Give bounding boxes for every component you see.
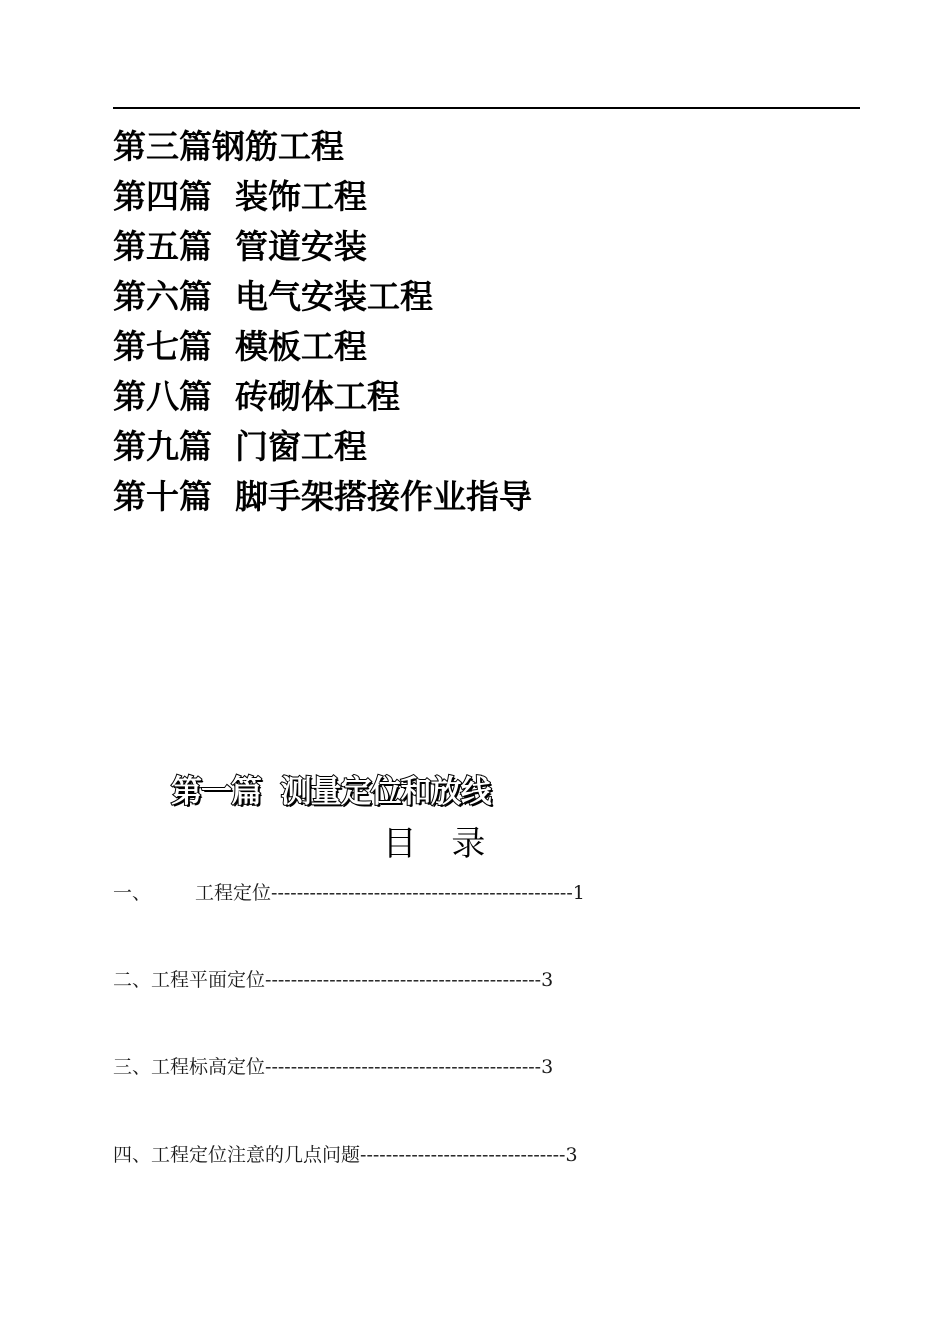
toc-entry-page: 3 — [541, 969, 554, 991]
chapter-item-10: 第十篇 脚手架搭接作业指导 — [113, 477, 532, 516]
chapter-item-7: 第七篇 模板工程 — [113, 327, 367, 366]
toc-entry-title: 工程定位 — [195, 882, 272, 904]
header-rule — [113, 107, 860, 109]
chapter-item-5: 第五篇 管道安装 — [113, 227, 367, 266]
chapter-item-8: 第八篇 砖砌体工程 — [113, 377, 400, 416]
toc-title: 目 录 — [382, 824, 498, 864]
part-heading: 第一篇 测量定位和放线 — [171, 774, 491, 810]
toc-entry-number: 四、 — [113, 1144, 152, 1166]
toc-entry-leader: ------------------------------------------- — [265, 1056, 542, 1078]
toc-entry-page: 3 — [541, 1056, 554, 1078]
toc-entry[interactable] — [113, 1054, 553, 1080]
chapter-item-6: 第六篇 电气安装工程 — [113, 277, 433, 316]
toc-entry-number: 二、 — [113, 969, 152, 991]
toc-entry[interactable] — [113, 967, 553, 993]
toc-entry-title: 工程标高定位 — [151, 1056, 266, 1078]
toc-entry-leader: ------------------------------------------- — [265, 969, 542, 991]
toc-entry-leader: -------------------------------- — [360, 1144, 566, 1166]
toc-entry-page: 3 — [565, 1144, 578, 1166]
toc-entry-number: 一、 — [113, 882, 152, 904]
toc-entry-number: 三、 — [113, 1056, 152, 1078]
toc-entry[interactable] — [113, 880, 585, 906]
chapter-item-3: 第三篇钢筋工程 — [113, 127, 344, 166]
chapter-list — [113, 124, 532, 524]
toc-entry-title: 工程平面定位 — [151, 969, 266, 991]
toc-entry[interactable] — [113, 1142, 578, 1168]
chapter-item-4: 第四篇 装饰工程 — [113, 177, 367, 216]
toc-entry-title: 工程定位注意的几点问题 — [151, 1144, 361, 1166]
chapter-item-9: 第九篇 门窗工程 — [113, 427, 367, 466]
toc-entry-leader: ----------------------------------------------- — [271, 882, 573, 904]
toc-entry-page: 1 — [572, 882, 585, 904]
